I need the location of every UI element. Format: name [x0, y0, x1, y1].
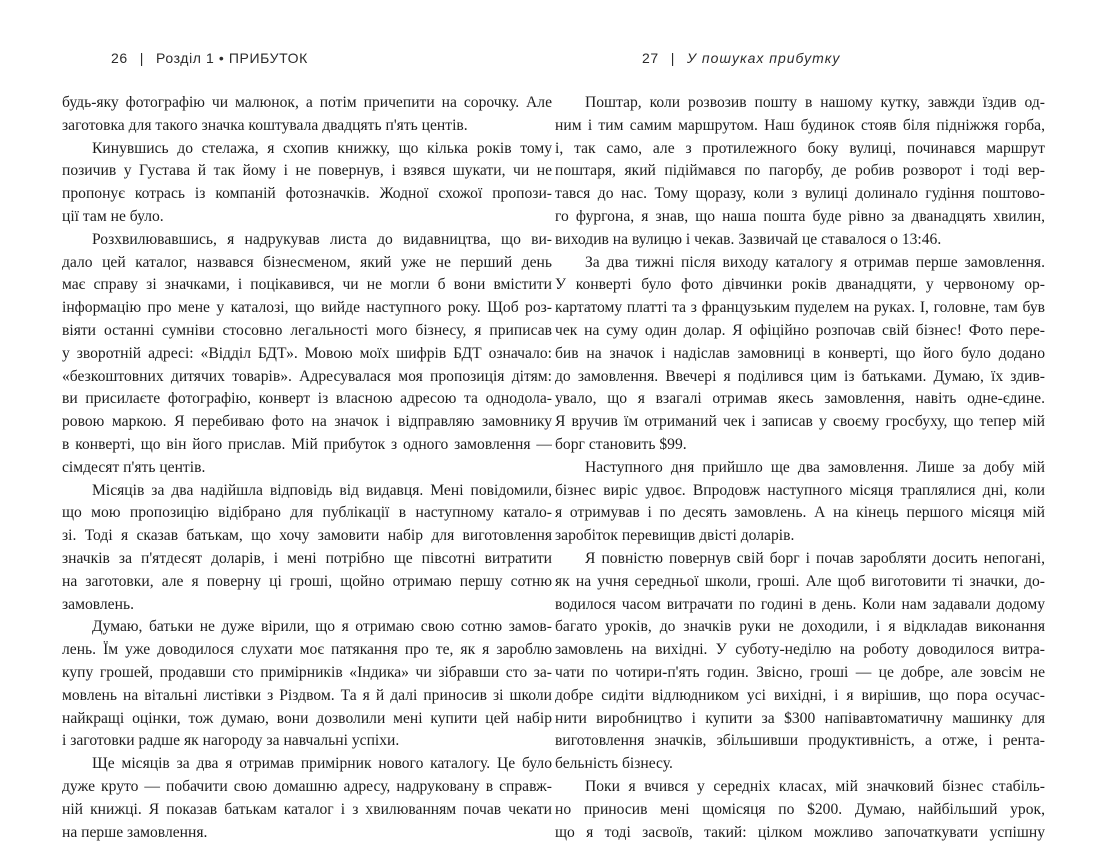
text-line: заробіток перевищив двісті доларів. [555, 525, 1045, 548]
text-line: Ще місяців за два я отримав примірник нового каталогу. Це було [62, 753, 552, 776]
text-line: поштаря, який підіймався по пагорбу, де робив розворот і тоді вер- [555, 160, 1045, 183]
text-line: тався до нас. Тому щоразу, коли з вулиці долинало гудіння поштово- [555, 183, 1045, 206]
text-line: виходив на вулицю і чекав. Зазвичай це ставалося о 13:46. [555, 229, 1045, 252]
text-line: чек на суму один долар. Я офіційно розпочав свій бізнес! Фото пере- [555, 320, 1045, 343]
text-line: замовлень. [62, 594, 552, 617]
text-line: найкращі оцінки, тож думаю, вони дозволили мені купити цей набір [62, 708, 552, 731]
text-line: ції там не було. [62, 206, 552, 229]
text-line: замовлень на вихідні. У суботу-неділю на роботу доводилося витра- [555, 639, 1045, 662]
left-chapter-title: Розділ 1 • ПРИБУТОК [156, 50, 308, 66]
text-line: виготовлення значків, збільшивши продуктивність, а отже, і рента- [555, 730, 1045, 753]
left-page-number: 26 [111, 50, 128, 66]
text-line: купу грошей, продавши сто примірників «Індика» чи зібравши сто за- [62, 662, 552, 685]
text-line: що я тоді засвоїв, такий: цілком можливо започаткувати успішну [555, 822, 1045, 844]
text-line: чати по чотири-п'ять годин. Звісно, гроші — це добре, але зовсім не [555, 662, 1045, 685]
text-line: За два тижні після виходу каталогу я отримав перше замовлення. [555, 252, 1045, 275]
text-line: і, так само, але з протилежного боку вулиці, починався маршрут [555, 138, 1045, 161]
text-line: Розхвилювавшись, я надрукував листа до видавництва, що ви- [62, 229, 552, 252]
text-line: в конверті, що він його прислав. Мій прибуток з одного замовлення — [62, 434, 552, 457]
text-line: інформацію про мене у каталозі, що вийде наступного року. Щоб роз- [62, 297, 552, 320]
right-page-body [555, 92, 1045, 844]
text-line: багато уроків, до значків руки не доходили, і я відкладав виконання [555, 616, 1045, 639]
text-line: на заготовки, але я поверну ці гроші, щойно отримаю першу сотню [62, 571, 552, 594]
text-line: і заготовки радше як нагороду за навчальні успіхи. [62, 730, 552, 753]
text-line: має справу зі значками, і поцікавився, чи не могли б вони вмістити [62, 274, 552, 297]
text-line: заготовка для такого значка коштувала двадцять п'ять центів. [62, 115, 552, 138]
right-running-head [642, 50, 840, 66]
text-line: у зворотній адресі: «Відділ БДТ». Мовою моїх шифрів БДТ означало: [62, 343, 552, 366]
left-page-body [62, 92, 552, 844]
text-line: ровою маркою. Я перебиваю фото на значок і відправляю замовнику [62, 411, 552, 434]
text-line: но приносив мені щомісяця по $200. Думаю, найбільший урок, [555, 799, 1045, 822]
left-running-head [111, 50, 308, 66]
text-line: до замовлення. Ввечері я поділився цим із батьками. Думаю, їх здив- [555, 366, 1045, 389]
text-line: Поштар, коли розвозив пошту в нашому кутку, завжди їздив од- [555, 92, 1045, 115]
text-line: Наступного дня прийшло ще два замовлення. Лише за добу мій [555, 457, 1045, 480]
text-line: сімдесят п'ять центів. [62, 457, 552, 480]
text-line: Думаю, батьки не дуже вірили, що я отримаю свою сотню замов- [62, 616, 552, 639]
text-line: ним і тим самим маршрутом. Наш будинок стояв біля підніжжя горба, [555, 115, 1045, 138]
text-line: зі. Тоді я сказав батькам, що хочу замовити набір для виготовлення [62, 525, 552, 548]
text-line: увало, що я взагалі отримав якесь замовлення, навіть одне-єдине. [555, 388, 1045, 411]
text-line: ви присилаєте фотографію, конверт із власною адресою та однодола- [62, 388, 552, 411]
text-line: лень. Їм уже доводилося слухати моє патякання про те, як я зароблю [62, 639, 552, 662]
text-line: Місяців за два надійшла відповідь від видавця. Мені повідомили, [62, 480, 552, 503]
text-line: борг становить $99. [555, 434, 1045, 457]
text-line: «безкоштовних дитячих товарів». Адресувалася моя пропозиція дітям: [62, 366, 552, 389]
text-line: позичив у Густава й так йому і не повернув, і взявся шукати, чи не [62, 160, 552, 183]
text-line: бельність бізнесу. [555, 753, 1045, 776]
text-line: будь-яку фотографію чи малюнок, а потім причепити на сорочку. Але [62, 92, 552, 115]
text-line: значків за п'ятдесят доларів, і мені потрібно ще півсотні витратити [62, 548, 552, 571]
text-line: Кинувшись до стелажа, я схопив книжку, що кілька років тому [62, 138, 552, 161]
text-line: У конверті було фото дівчинки років дванадцяти, у червоному ор- [555, 274, 1045, 297]
text-line: пропонує котрась із компаній фотозначків. Жодної схожої пропози- [62, 183, 552, 206]
text-line: мовлень на вітальні листівки з Різдвом. Та я й далі приносив зі школи [62, 685, 552, 708]
right-chapter-title: У пошуках прибутку [687, 50, 840, 66]
text-line: бив на значок і надіслав замовниці в конверті, що його було додано [555, 343, 1045, 366]
text-line: ній книжці. Я показав батькам каталог і з хвилюванням почав чекати [62, 799, 552, 822]
text-line: картатому платті та з французьким пуделем на руках. І, головне, там був [555, 297, 1045, 320]
text-line: нити виробництво і купити за $300 напівавтоматичну машинку для [555, 708, 1045, 731]
text-line: на перше замовлення. [62, 822, 552, 844]
text-line: водилося часом витрачати по годині в день. Коли нам задавали додому [555, 594, 1045, 617]
text-line: Я повністю повернув свій борг і почав заробляти досить непогані, [555, 548, 1045, 571]
right-page-number: 27 [642, 50, 659, 66]
left-header-separator: | [140, 50, 144, 66]
right-header-separator: | [671, 50, 675, 66]
text-line: дуже круто — побачити свою домашню адресу, надруковану в справж- [62, 776, 552, 799]
text-line: добре сидіти відлюдником усі вихідні, і я вирішив, що пора осучас- [555, 685, 1045, 708]
text-line: що мою пропозицію відібрано для публікації в наступному каталo- [62, 502, 552, 525]
text-line: Я вручив їм отриманий чек і записав у своєму гросбуху, що тепер мій [555, 411, 1045, 434]
text-line: віяти останні сумніви стосовно легальності мого бізнесу, я приписав [62, 320, 552, 343]
text-line: бізнес виріс удвоє. Впродовж наступного місяця траплялися дні, коли [555, 480, 1045, 503]
text-line: як на учня середньої школи, гроші. Але щоб виготовити ті значки, до- [555, 571, 1045, 594]
text-line: дало цей каталог, назвався бізнесменом, який уже не перший день [62, 252, 552, 275]
text-line: го фургона, я знав, що наша пошта буде рівно за дванадцять хвилин, [555, 206, 1045, 229]
text-line: я отримував і по десять замовлень. А на кінець першого місяця мій [555, 502, 1045, 525]
text-line: Поки я вчився у середніх класах, мій значковий бізнес стабіль- [555, 776, 1045, 799]
